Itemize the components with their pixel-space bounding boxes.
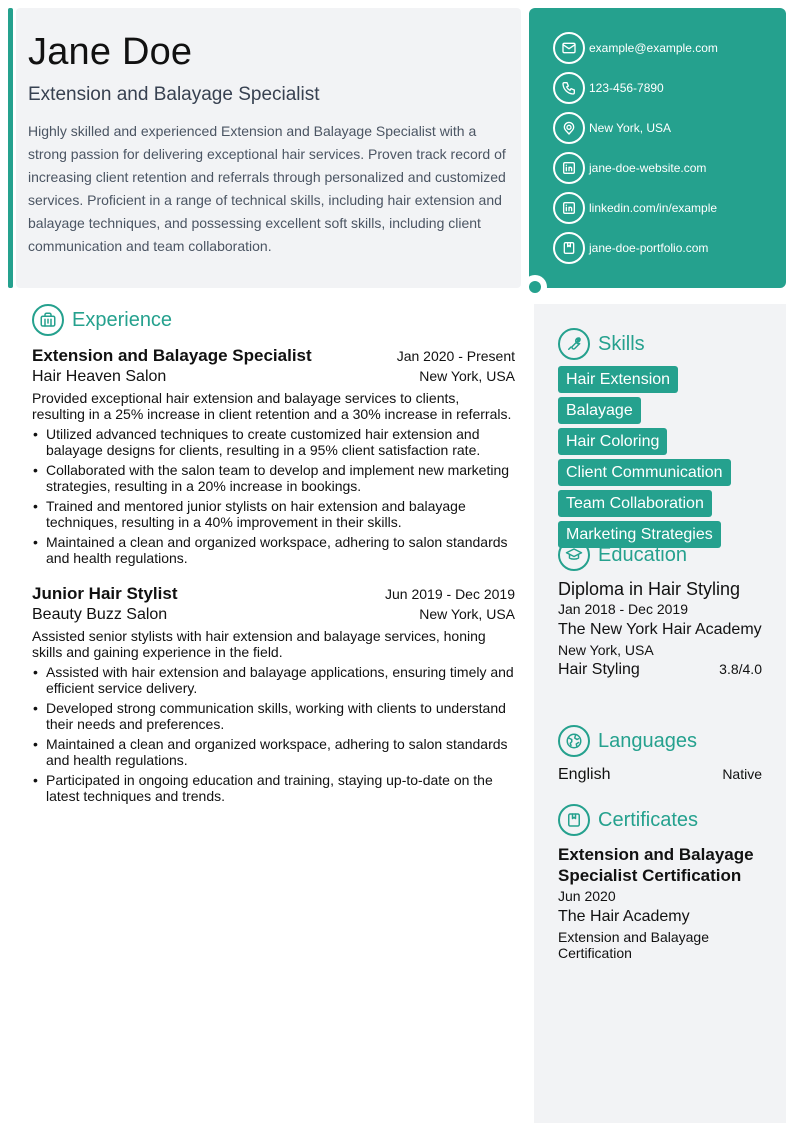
contact-linkedin[interactable] (553, 192, 786, 224)
contact-website[interactable] (553, 152, 786, 184)
education-degree: Diploma in Hair Styling (558, 579, 741, 599)
contact-website-text: jane-doe-website.com (589, 161, 707, 175)
phone-icon (553, 72, 585, 104)
header-accent-bar (8, 8, 13, 288)
job-location: New York, USA (419, 368, 515, 384)
education-dates: Jan 2018 - Dec 2019 (558, 601, 688, 617)
experience-title: Experience (72, 308, 173, 331)
candidate-role: Extension and Balayage Specialist (28, 84, 320, 105)
languages-title: Languages (598, 729, 697, 752)
skill-chip: Balayage (558, 397, 641, 424)
header-panel (16, 8, 521, 288)
education-header (558, 539, 762, 571)
job-entry (32, 584, 515, 804)
language-name: English (558, 766, 611, 783)
skill-chip: Hair Extension (558, 366, 678, 393)
linkedin-icon (553, 152, 585, 184)
job-bullet: • Assisted with hair extension and balayage applications, ensuring timely and efficient service delivery. (32, 664, 515, 696)
job-description: Provided exceptional hair extension and balayage services to clients, resulting in a 25% increase in client retention and a 30% increase in referrals. (32, 390, 512, 422)
job-company: Hair Heaven Salon (32, 368, 167, 385)
education-section (558, 539, 762, 679)
linkedin-icon (553, 192, 585, 224)
job-location: New York, USA (419, 606, 515, 622)
certificates-section (558, 804, 762, 961)
job-bullet: • Collaborated with the salon team to develop and implement new marketing strategies, resulting in a 20% increase in bookings. (32, 462, 515, 494)
header-connector-dot (529, 281, 541, 293)
skills-title: Skills (598, 332, 645, 355)
education-title: Education (598, 543, 687, 566)
skills-header (558, 328, 762, 360)
certificate-issuer: The Hair Academy (558, 908, 690, 925)
certificate-icon (558, 804, 590, 836)
candidate-name: Jane Doe (28, 31, 193, 73)
languages-header (558, 725, 762, 757)
skills-section (558, 328, 762, 552)
contact-panel (529, 8, 786, 288)
education-location: New York, USA (558, 642, 654, 658)
language-level: Native (722, 766, 762, 782)
location-icon (553, 112, 585, 144)
skill-chip: Hair Coloring (558, 428, 667, 455)
job-bullet: • Maintained a clean and organized workspace, adhering to salon standards and health regulations. (32, 534, 515, 566)
job-description: Assisted senior stylists with hair extension and balayage services, honing skills and gaining experience in the field. (32, 628, 486, 660)
job-title: Junior Hair Stylist (32, 584, 178, 603)
skill-chip: Client Communication (558, 459, 731, 486)
education-school: The New York Hair Academy (558, 621, 762, 638)
experience-section (32, 304, 515, 808)
job-bullet: • Utilized advanced techniques to create customized hair extension and balayage designs for clients, resulting in a 95% client satisfaction rate. (32, 426, 515, 458)
contact-phone-text: 123-456-7890 (589, 81, 664, 95)
wrench-icon (558, 328, 590, 360)
education-field: Hair Styling (558, 661, 640, 678)
contact-location-text: New York, USA (589, 121, 672, 135)
briefcase-icon (32, 304, 64, 336)
experience-header (32, 304, 515, 336)
skill-chip: Marketing Strategies (558, 521, 721, 548)
job-dates: Jun 2019 - Dec 2019 (385, 586, 515, 602)
portfolio-icon (553, 232, 585, 264)
job-bullet: • Developed strong communication skills, working with clients to understand their needs and preferences. (32, 700, 515, 732)
certificates-title: Certificates (598, 808, 699, 831)
contact-location (553, 112, 786, 144)
contact-portfolio[interactable] (553, 232, 786, 264)
graduation-cap-icon (558, 539, 590, 571)
certificate-description: Extension and Balayage Certification (558, 929, 709, 961)
job-title: Extension and Balayage Specialist (32, 346, 312, 365)
job-bullet: • Maintained a clean and organized workspace, adhering to salon standards and health regulations. (32, 736, 515, 768)
education-field-row (558, 660, 762, 679)
education-gpa: 3.8/4.0 (719, 661, 762, 677)
job-dates: Jan 2020 - Present (396, 348, 515, 364)
job-bullets (32, 426, 515, 566)
contact-linkedin-text: linkedin.com/in/example (589, 201, 718, 215)
job-bullets (32, 664, 515, 804)
contact-phone[interactable] (553, 72, 786, 104)
certificate-date: Jun 2020 (558, 888, 616, 904)
profile-summary: Highly skilled and experienced Extension and Balayage Specialist with a strong passion for delivering exceptional hair services. Proven track record of increasing client retention and referrals through personalized and customized services. Proficient in a range of technical skills, including hair extension and balayage techniques, and possessing excellent soft skills, including client communication and team collaboration. (28, 123, 506, 254)
languages-section (558, 725, 762, 784)
email-icon (553, 32, 585, 64)
skills-list (558, 366, 762, 552)
certificates-header (558, 804, 762, 836)
skill-chip: Team Collaboration (558, 490, 712, 517)
contact-portfolio-text: jane-doe-portfolio.com (589, 241, 709, 255)
job-company: Beauty Buzz Salon (32, 606, 168, 623)
job-entry (32, 346, 515, 566)
language-row (558, 765, 762, 784)
globe-icon (558, 725, 590, 757)
job-bullet: • Trained and mentored junior stylists on hair extension and balayage techniques, resulting in a 40% improvement in their skills. (32, 498, 515, 530)
job-bullet: • Participated in ongoing education and training, staying up-to-date on the latest techniques and trends. (32, 772, 515, 804)
contact-email-text: example@example.com (589, 41, 718, 55)
certificate-name: Extension and Balayage Specialist Certification (558, 845, 754, 885)
contact-email[interactable] (553, 32, 786, 64)
